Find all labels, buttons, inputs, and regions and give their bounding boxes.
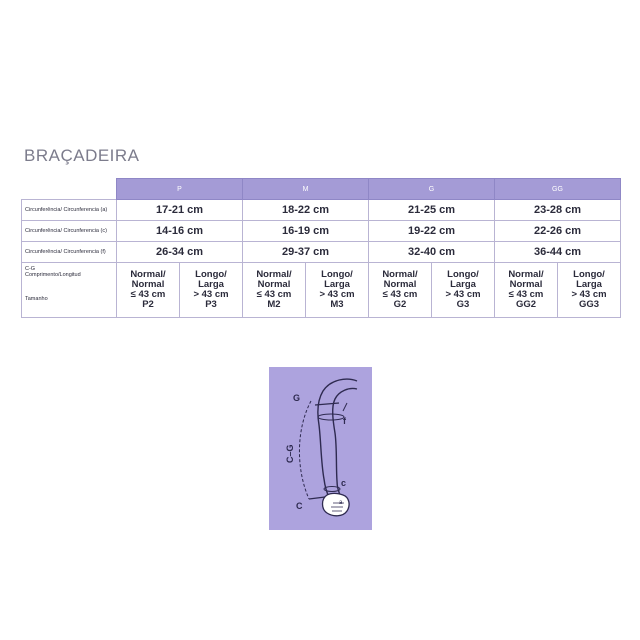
length-line: GG3: [578, 299, 600, 310]
length-line: Longo/: [447, 269, 479, 280]
table-row: [22, 221, 621, 242]
length-line: Normal/: [130, 269, 166, 280]
length-cell-p2: [117, 263, 180, 318]
cg-dashed-arc: [299, 401, 311, 499]
table-cell: 29-37 cm: [243, 242, 369, 263]
length-cell-gg3: [558, 263, 621, 318]
label-cg: C–G: [285, 444, 295, 463]
table-cell: 14-16 cm: [117, 221, 243, 242]
table-cell: 17-21 cm: [117, 200, 243, 221]
size-table: [21, 178, 621, 318]
length-cell-m2: [243, 263, 306, 318]
length-label-cg: C-G: [25, 266, 36, 272]
length-line: Larga: [324, 279, 350, 290]
length-line: Normal: [131, 279, 165, 290]
length-cell-g3: [432, 263, 495, 318]
f-circumference: [318, 414, 344, 420]
length-cell-p3: [180, 263, 243, 318]
length-line: Normal: [257, 279, 291, 290]
row-label: Circunferência/ Circunferencia (a): [22, 200, 117, 221]
length-line: Normal/: [256, 269, 292, 280]
label-c-big: C: [296, 501, 303, 511]
table-row: [22, 242, 621, 263]
length-line: M3: [330, 299, 344, 310]
length-line: Normal: [509, 279, 543, 290]
table-cell: 22-26 cm: [495, 221, 621, 242]
size-header-g: G: [369, 179, 495, 200]
length-line: P2: [142, 299, 154, 310]
size-header-gg: GG: [495, 179, 621, 200]
length-line: Longo/: [573, 269, 605, 280]
size-header-row: [22, 179, 621, 200]
arm-illustration: [269, 367, 372, 530]
table-cell: 16-19 cm: [243, 221, 369, 242]
size-header-m: M: [243, 179, 369, 200]
length-cell-m3: [306, 263, 369, 318]
label-f: f: [343, 416, 346, 426]
header-blank: [22, 179, 117, 200]
length-line: Longo/: [195, 269, 227, 280]
label-g: G: [293, 393, 301, 403]
hand-outline: [323, 494, 350, 516]
length-label-tamanho: Tamanho: [25, 296, 48, 302]
length-line: G2: [393, 299, 407, 310]
length-line: Normal: [383, 279, 417, 290]
length-line: M2: [267, 299, 281, 310]
table-cell: 32-40 cm: [369, 242, 495, 263]
row-label: Circunferência/ Circunferencia (c): [22, 221, 117, 242]
length-line: Longo/: [321, 269, 353, 280]
table-cell: 26-34 cm: [117, 242, 243, 263]
arm-measurement-diagram: [269, 367, 372, 530]
length-line: Larga: [450, 279, 476, 290]
length-line: ≤ 43 cm: [508, 289, 544, 300]
row-label: Circunferência/ Circunferencia (f): [22, 242, 117, 263]
page-title: BRAÇADEIRA: [24, 146, 140, 165]
c-line: [309, 497, 325, 499]
length-line: > 43 cm: [571, 289, 607, 300]
f-arrow: [343, 403, 347, 411]
length-line: Larga: [576, 279, 602, 290]
size-header-p: P: [117, 179, 243, 200]
length-line: ≤ 43 cm: [382, 289, 418, 300]
length-cell-gg2: [495, 263, 558, 318]
length-line: Normal/: [382, 269, 418, 280]
length-cell-g2: [369, 263, 432, 318]
length-line: Larga: [198, 279, 224, 290]
table-cell: 36-44 cm: [495, 242, 621, 263]
length-line: GG2: [515, 299, 537, 310]
length-line: ≤ 43 cm: [256, 289, 292, 300]
table-cell: 21-25 cm: [369, 200, 495, 221]
label-c-small: c: [341, 478, 347, 488]
length-line: > 43 cm: [319, 289, 355, 300]
length-line: P3: [205, 299, 217, 310]
length-line: Normal/: [508, 269, 544, 280]
label-a: a: [339, 500, 343, 506]
length-line: > 43 cm: [193, 289, 229, 300]
table-cell: 18-22 cm: [243, 200, 369, 221]
length-label-comprimento: Comprimento/Longitud: [25, 272, 81, 278]
length-row: [22, 263, 621, 318]
length-row-label: [22, 263, 117, 318]
length-line: ≤ 43 cm: [130, 289, 166, 300]
table-cell: 23-28 cm: [495, 200, 621, 221]
table-cell: 19-22 cm: [369, 221, 495, 242]
table-row: [22, 200, 621, 221]
length-line: G3: [456, 299, 470, 310]
length-line: > 43 cm: [445, 289, 481, 300]
